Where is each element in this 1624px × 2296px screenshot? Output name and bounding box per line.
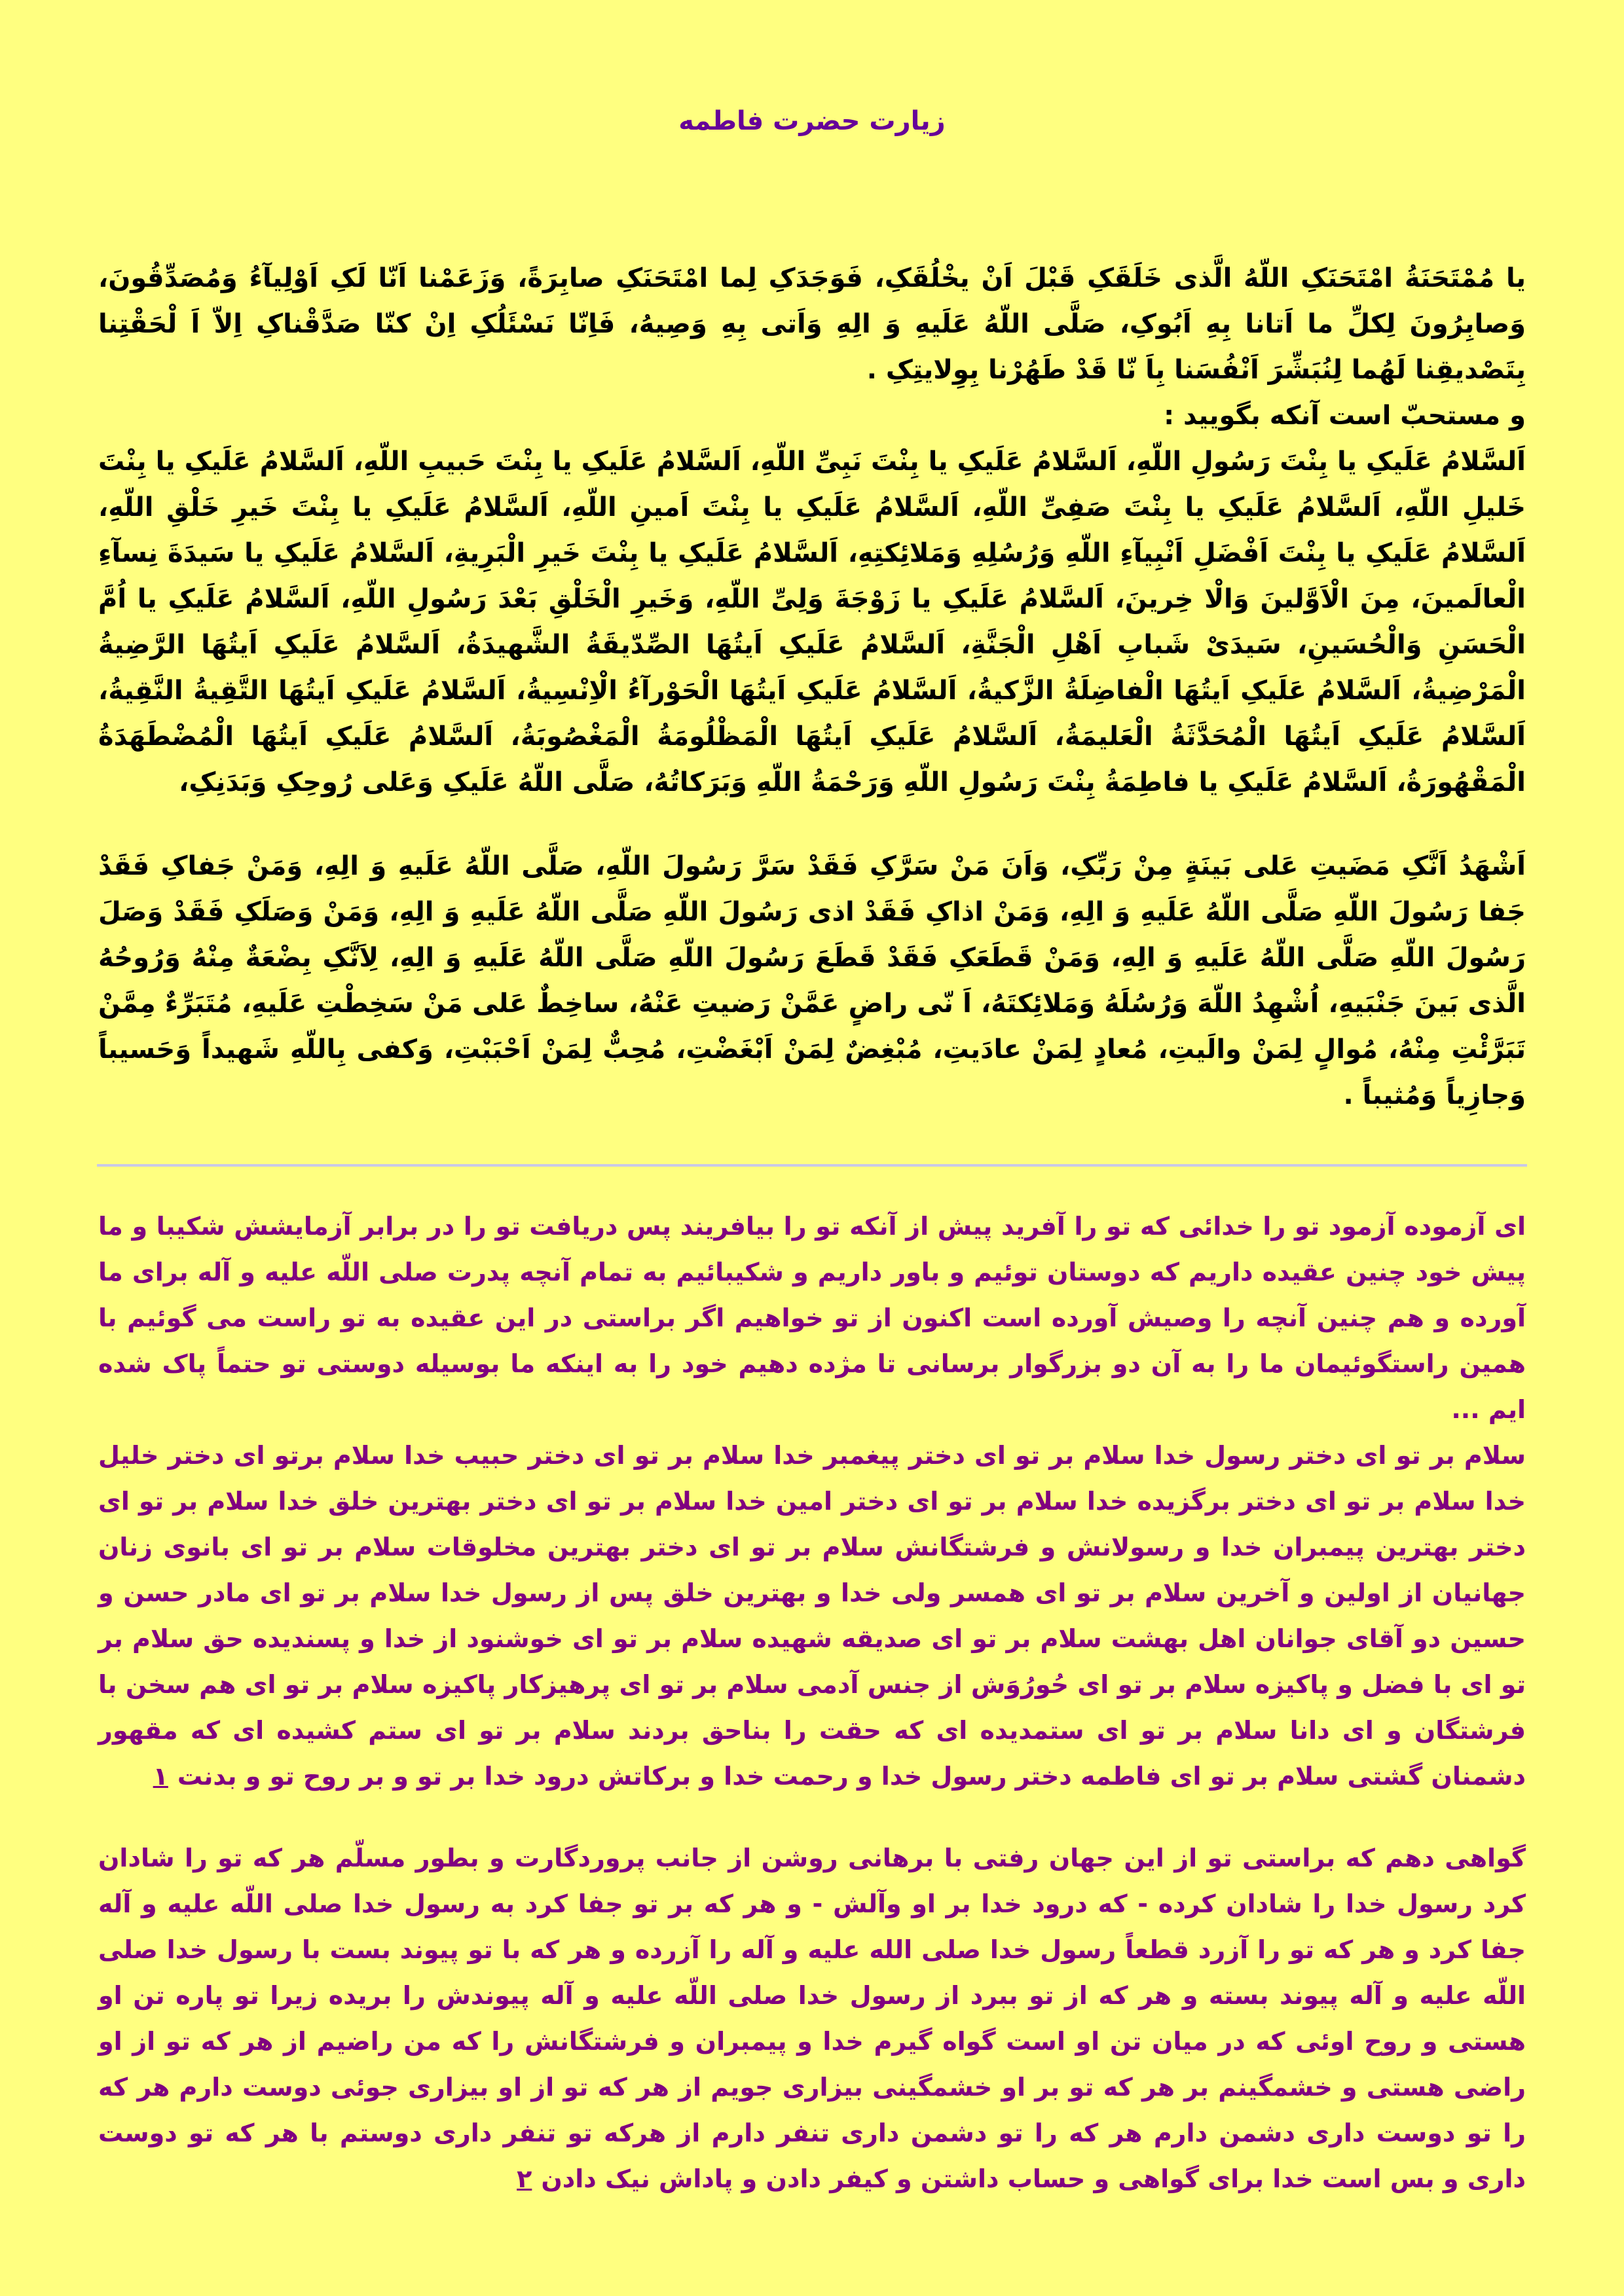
persian-paragraph-1: ای آزموده آزمود تو را خدائی که تو را آفرید پیش از آنکه تو را بیافریند پس دریافت تو را در برابر آزمایشش شکیبا و ما پیش خود چنین عقیده داریم که دوستان توئیم و باور داریم و شکیبائیم به تمام آنچه پدرت صلی اللّه علیه و آله برای ما آورده و هم چنین آنچه را وصیش آورده است اکنون از تو خواهیم اگر براستی در این عقیده به تو راست می گوئیم با همین راستگوئیمان ما را به آن دو بزرگوار برسانی تا مژده دهیم خود را به اینکه ما بوسیله دوستی تو حتماً پاک شده ایم ...: [98, 1212, 1526, 1424]
paragraph-gap: [98, 1799, 1526, 1835]
persian-translation-block: [98, 1203, 1526, 2202]
persian-paragraph-2-text: سلام بر تو ای دختر رسول خدا سلام بر تو ای دختر پیغمبر خدا سلام بر تو ای دختر حبیب خدا سلام برتو ای دختر خلیل خدا سلام بر تو ای دختر برگزیده خدا سلام بر تو ای دختر امین خدا سلام بر تو ای دختر بهترین خلق خدا سلام بر تو ای دختر بهترین پیمبران خدا و رسولانش و فرشتگانش سلام بر تو ای دختر بهترین مخلوقات سلام بر تو ای بانوی زنان جهانیان از اولین و آخرین سلام بر تو ای همسر ولی خدا و بهترین خلق پس از رسول خدا سلام بر تو ای مادر حسن و حسین دو آقای جوانان اهل بهشت سلام بر تو ای صدیقه شهیده سلام بر تو ای خوشنود از خدا و پسندیده حق سلام بر تو ای با فضل و پاکیزه سلام بر تو ای حُورُوَش از جنس آدمی سلام بر تو ای پرهیزکار پاکیزه سلام بر تو ای هم سخن با فرشتگان و ای دانا سلام بر تو ای ستمدیده ای که حقت را بناحق بردند سلام بر تو ای ستم کشیده ای که مقهور دشمنان گشتی سلام بر تو ای فاطمه دختر رسول خدا و رحمت خدا و برکاتش درود خدا بر تو و بر روح تو و بدنت: [98, 1441, 1526, 1791]
arabic-paragraph-1: یا مُمْتَحَنَةُ امْتَحَنَکِ اللّهُ الَّذی خَلَقَکِ قَبْلَ اَنْ یخْلُقَکِ، فَوَجَدَکِ لِما امْتَحَنَکِ صابِرَةً، وَزَعَمْنا اَنّا لَکِ اَوْلِیآءُ وَمُصَدِّقُونَ، وَصابِرُونَ لِکلِّ ما اَتانا بِهِ اَبُوکِ، صَلَّی اللّهُ عَلَیهِ وَ الِهِ وَاَتی بِهِ وَصِیهُ، فَاِنّا نَسْئَلُکِ اِنْ کنّا صَدَّقْناکِ اِلاّ اَ لْحَقْتِنا بِتَصْدیقِنا لَهُما لِنُبَشِّرَ اَنْفُسَنا بِاَ نّا قَدْ طَهُرْنا بِوِلایتِکِ .: [98, 263, 1526, 385]
paragraph-gap: [98, 805, 1526, 843]
arabic-intro-line: و مستحبّ است آنکه بگویید :: [1164, 401, 1526, 431]
footnote-link-2[interactable]: ۲: [517, 2164, 532, 2193]
arabic-paragraph-2: اَلسَّلامُ عَلَیکِ یا بِنْتَ رَسُولِ اللّهِ، اَلسَّلامُ عَلَیکِ یا بِنْتَ نَبِیِّ اللّهِ، اَلسَّلامُ عَلَیکِ یا بِنْتَ حَبیبِ اللّهِ، اَلسَّلامُ عَلَیکِ یا بِنْتَ خَلیلِ اللّهِ، اَلسَّلامُ عَلَیکِ یا بِنْتَ صَفِیِّ اللّهِ، اَلسَّلامُ عَلَیکِ یا بِنْتَ اَمینِ اللّهِ، اَلسَّلامُ عَلَیکِ یا بِنْتَ خَیرِ خَلْقِ اللّهِ، اَلسَّلامُ عَلَیکِ یا بِنْتَ اَفْضَلِ اَنْبِیآءِ اللّهِ وَرُسُلِهِ وَمَلائِکتِهِ، اَلسَّلامُ عَلَیکِ یا بِنْتَ خَیرِ الْبَرِیةِ، اَلسَّلامُ عَلَیکِ یا سَیدَةَ نِسآءِ الْعالَمینَ، مِنَ الْاَوَّلینَ وَالْا خِرینَ، اَلسَّلامُ عَلَیکِ یا زَوْجَةَ وَلِیِّ اللّهِ، وَخَیرِ الْخَلْقِ بَعْدَ رَسُولِ اللّهِ، اَلسَّلامُ عَلَیکِ یا اُمَّ الْحَسَنِ وَالْحُسَینِ، سَیدَیْ شَبابِ اَهْلِ الْجَنَّةِ، اَلسَّلامُ عَلَیکِ اَیتُهَا الصِّدّیقَةُ الشَّهیدَةُ، اَلسَّلامُ عَلَیکِ اَیتُهَا الرَّضِیةُ الْمَرْضِیةُ، اَلسَّلامُ عَلَیکِ اَیتُهَا الْفاضِلَةُ الزَّکیةُ، اَلسَّلامُ عَلَیکِ اَیتُهَا الْحَوْرآءُ الْاِنْسِیةُ، اَلسَّلامُ عَلَیکِ اَیتُهَا التَّقِیةُ النَّقِیةُ، اَلسَّلامُ عَلَیکِ اَیتُهَا الْمُحَدَّثَةُ الْعَلیمَةُ، اَلسَّلامُ عَلَیکِ اَیتُهَا الْمَظْلُومَةُ الْمَغْصُوبَةُ، اَلسَّلامُ عَلَیکِ اَیتُهَا الْمُضْطَهَدَةُ الْمَقْهُورَةُ، اَلسَّلامُ عَلَیکِ یا فاطِمَةُ بِنْتَ رَسُولِ اللّهِ وَرَحْمَةُ اللّهِ وَبَرَکاتُهُ، صَلَّی اللّهُ عَلَیکِ وَعَلی رُوحِکِ وَبَدَنِکِ،: [98, 446, 1526, 797]
section-divider: [97, 1164, 1527, 1167]
persian-paragraph-3-text: گواهی دهم که براستی تو از این جهان رفتی با برهانی روشن از جانب پروردگارت و بطور مسلّم هر که تو را شادان کرد رسول خدا را شادان کرده - که درود خدا بر او وآلش - و هر که بر تو جفا کرد به رسول خدا صلی اللّه علیه و آله جفا کرد و هر که تو را آزرد قطعاً رسول خدا صلی الله علیه و آله را آزرده و هر که با تو پیوند بست با رسول خدا صلی اللّه علیه و آله پیوند بسته و هر که از تو ببرد از رسول خدا صلی اللّه علیه و آله پیوندش را بریده زیرا تو پاره تن او هستی و روح اوئی که در میان تن او است گواه گیرم خدا و پیمبران و فرشتگانش را که من راضیم از هر که تو از او راضی هستی و خشمگینم بر هر که تو بر او خشمگینی بیزاری جویم از هر که تو از او بیزاری جوئی دوست دارم هر که را تو دوست داری دشمن دارم هر که را تو دشمن داری تنفر دارم از هرکه تو تنفر داری دوستم با هر که تو دوست داری و بس است خدا برای گواهی و حساب داشتن و کیفر دادن و پاداش نیک دادن: [98, 1844, 1526, 2193]
page-title: زیارت حضرت فاطمه: [678, 106, 946, 136]
persian-paragraph-3: [98, 1835, 1526, 2202]
arabic-paragraph-3: اَشْهَدُ اَنَّکِ مَضَیتِ عَلی بَینَةٍ مِنْ رَبِّکِ، وَاَنَ مَنْ سَرَّکِ فَقَدْ سَرَّ رَسُولَ اللّهِ، صَلَّی اللّهُ عَلَیهِ وَ الِهِ، وَمَنْ جَفاکِ فَقَدْ جَفا رَسُولَ اللّهِ صَلَّی اللّهُ عَلَیهِ وَ الِهِ، وَمَنْ اذاکِ فَقَدْ اذی رَسُولَ اللّهِ صَلَّی اللّهُ عَلَیهِ وَ الِهِ، وَمَنْ وَصَلَکِ فَقَدْ وَصَلَ رَسُولَ اللّهِ صَلَّی اللّهُ عَلَیهِ وَ الِهِ، وَمَنْ قَطَعَکِ فَقَدْ قَطَعَ رَسُولَ اللّهِ صَلَّی اللّهُ عَلَیهِ وَ الِهِ، لِاَنَّکِ بِضْعَةٌ مِنْهُ وَرُوحُهُ الَّذی بَینَ جَنْبَیهِ، اُشْهِدُ اللّهَ وَرُسُلَهُ وَمَلائِکتَهُ، اَ نّی راضٍ عَمَّنْ رَضیتِ عَنْهُ، ساخِطٌ عَلی مَنْ سَخِطْتِ عَلَیهِ، مُتَبَرِّءٌ مِمَّنْ تَبَرَّئْتِ مِنْهُ، مُوالٍ لِمَنْ والَیتِ، مُعادٍ لِمَنْ عادَیتِ، مُبْغِضٌ لِمَنْ اَبْغَضْتِ، مُحِبٌّ لِمَنْ اَحْبَبْتِ، وَکفی بِاللّهِ شَهیداً وَحَسیباً وَجازِیاً وَمُثیباً .: [98, 851, 1526, 1110]
arabic-text-block: [98, 255, 1526, 1118]
footnote-link-1[interactable]: ۱: [153, 1762, 168, 1791]
persian-paragraph-2: [98, 1432, 1526, 1799]
